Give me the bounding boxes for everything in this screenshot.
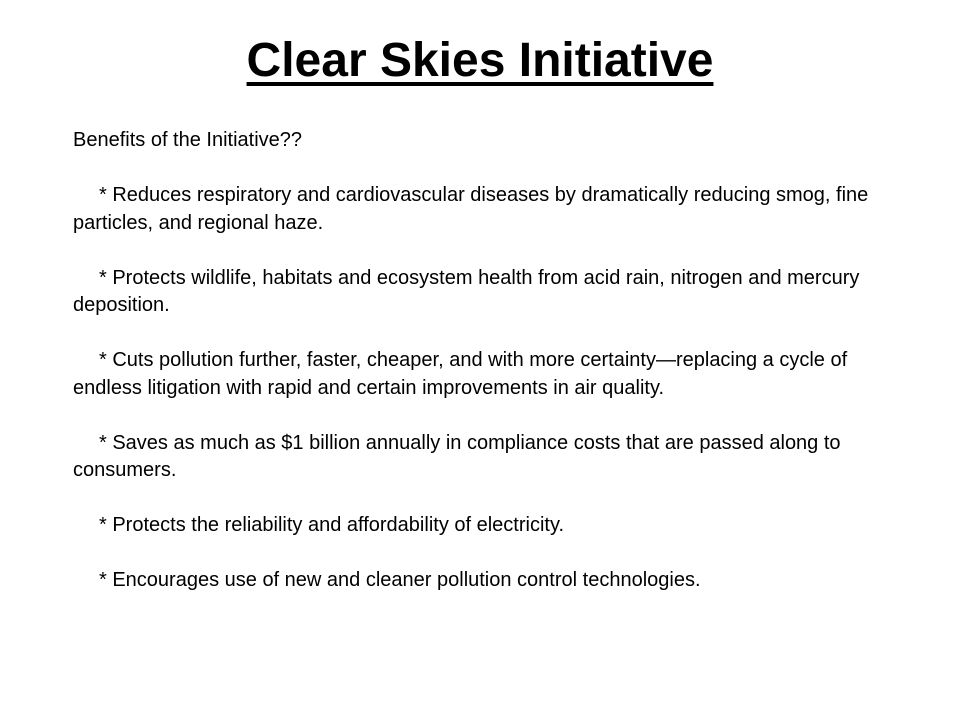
intro-text: Benefits of the Initiative??: [73, 129, 303, 151]
bullet-item: * Protects the reliability and affordability of electricity.: [99, 514, 565, 536]
bullet-item: * Encourages use of new and cleaner pollution control technologies.: [99, 569, 701, 591]
bullet-item: * Protects wildlife, habitats and ecosystem health from acid rain, nitrogen and mercury deposition.: [73, 266, 860, 316]
slide-title: Clear Skies Initiative: [246, 34, 714, 87]
bullet-item: * Reduces respiratory and cardiovascular diseases by dramatically reducing smog, fine particles, and regional haze.: [73, 184, 869, 234]
bullet-item: * Cuts pollution further, faster, cheaper, and with more certainty—replacing a cycle of endless litigation with rapid and certain improvements in air quality.: [73, 349, 848, 399]
slide-body: [73, 127, 893, 595]
bullet-item: * Saves as much as $1 billion annually in compliance costs that are passed along to consumers.: [73, 431, 841, 481]
